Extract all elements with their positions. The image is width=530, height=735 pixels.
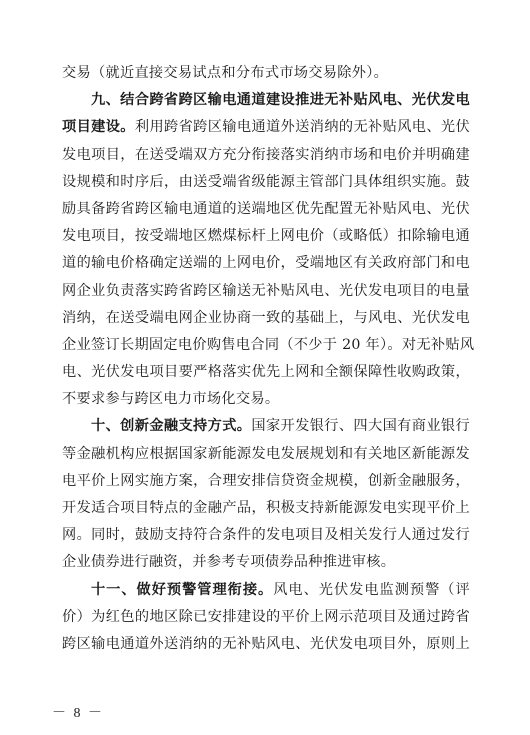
text-line <box>62 631 470 658</box>
line-text: 不要求参与跨区电力市场化交易。 <box>62 391 280 408</box>
section-heading: 十一、做好预警管理衔接。 <box>91 581 274 598</box>
line-text: 开发适合项目特点的金融产品，积极支持新能源发电实现平价上 <box>62 500 470 516</box>
document-body <box>62 60 475 658</box>
line-text: 风电、光伏发电监测预警（评 <box>273 581 470 598</box>
line-text: 网。同时，鼓励支持符合条件的发电项目及相关发行人通过发行 <box>62 527 470 544</box>
section-heading: 十、创新金融支持方式。 <box>91 418 252 435</box>
text-line <box>62 495 470 522</box>
text-line <box>62 441 470 468</box>
line-text: 道的输电价格确定送端的上网电价，受端地区有关政府部门和电 <box>62 255 470 272</box>
line-text: 企业债券进行融资，并参考专项债券品种推进审核。 <box>62 554 396 571</box>
text-line <box>62 305 470 332</box>
text-line <box>62 522 470 549</box>
text-line <box>62 223 470 250</box>
text-line <box>62 549 470 576</box>
text-line <box>62 169 470 196</box>
text-line <box>62 386 470 413</box>
line-text: 网企业负责落实跨省跨区输送无补贴风电、光伏发电项目的电量 <box>62 282 470 299</box>
text-line <box>62 114 470 141</box>
line-text: 电平价上网实施方案，合理安排信贷资金规模，创新金融服务， <box>62 472 470 489</box>
line-text: 发电项目，按受端地区燃煤标杆上网电价（或略低）扣除输电通 <box>62 228 470 245</box>
text-line <box>62 278 470 305</box>
line-text: 企业签订长期固定电价购售电合同（不少于 20 年）。对无补贴风 <box>62 336 475 353</box>
text-line <box>62 332 475 359</box>
line-text: 国家开发银行、四大国有商业银行 <box>251 418 470 435</box>
line-text: 消纳，在送受端电网企业协商一致的基础上，与风电、光伏发电 <box>62 309 470 326</box>
text-line <box>62 468 470 495</box>
page-number: － 8 － <box>52 706 104 721</box>
line-text: 电、光伏发电项目要严格落实优先上网和全额保障性收购政策， <box>62 364 470 381</box>
line-text: 利用跨省跨区输电通道外送消纳的无补贴风电、光伏 <box>134 119 470 136</box>
text-line <box>62 359 470 386</box>
section-heading: 九、结合跨省跨区输电通道建设推进无补贴风电、光伏发电 <box>91 92 470 109</box>
line-text: 交易（就近直接交易试点和分布式市场交易除外）。 <box>62 65 389 81</box>
text-line <box>62 60 470 87</box>
line-text: 发电项目，在送受端双方充分衔接落实消纳市场和电价并明确建 <box>62 146 470 163</box>
text-line <box>62 413 470 440</box>
line-text: 设规模和时序后，由送受端省级能源主管部门具体组织实施。鼓 <box>62 173 470 190</box>
line-text: 励具备跨省跨区输电通道的送端地区优先配置无补贴风电、光伏 <box>62 200 470 217</box>
section-heading: 项目建设。 <box>62 119 135 136</box>
text-line <box>62 250 470 277</box>
line-text: 价）为红色的地区除已安排建设的平价上网示范项目及通过跨省 <box>62 608 470 625</box>
line-text: 等金融机构应根据国家新能源发电发展规划和有关地区新能源发 <box>62 445 470 462</box>
line-text: 跨区输电通道外送消纳的无补贴风电、光伏发电项目外，原则上 <box>62 635 470 652</box>
text-line <box>62 577 470 604</box>
text-line <box>62 196 470 223</box>
text-line <box>62 87 470 114</box>
text-line <box>62 142 470 169</box>
text-line <box>62 604 470 631</box>
